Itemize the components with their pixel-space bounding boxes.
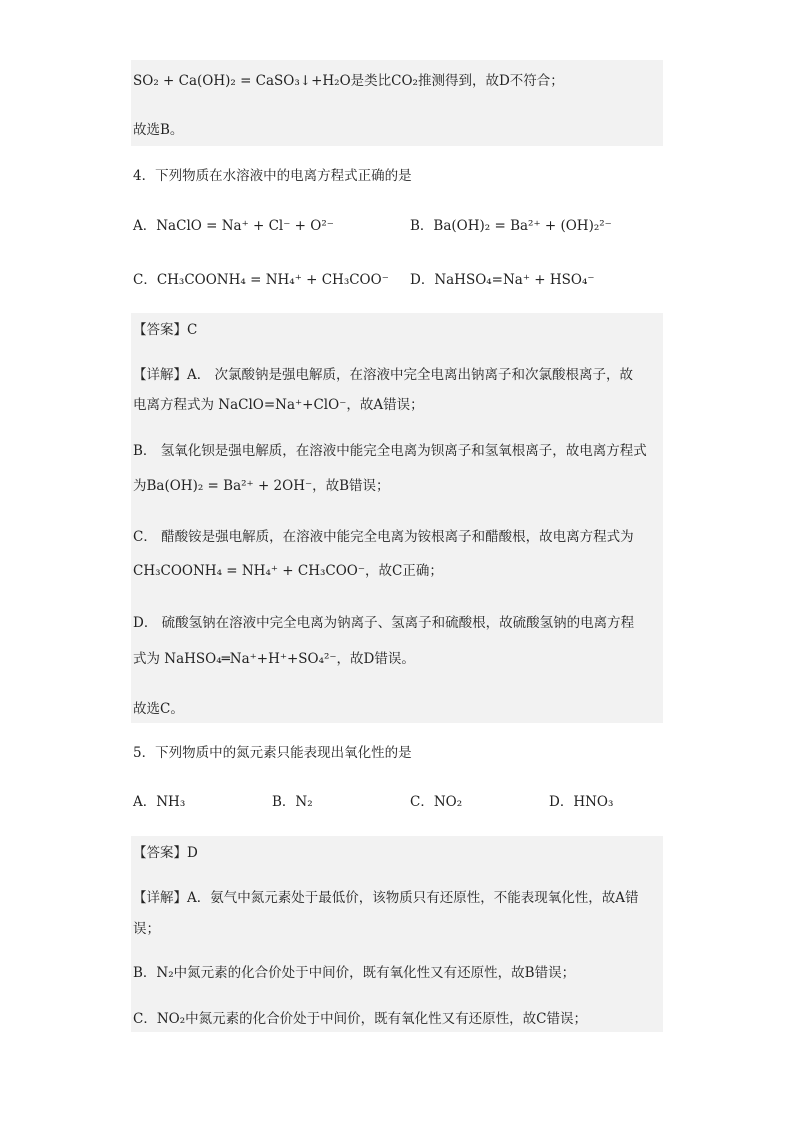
- q5-detail-a1: 【详解】A．氨气中氮元素处于最低价，该物质只有还原性，不能表现氧化性，故A错: [133, 890, 639, 906]
- solution-block-q5: [131, 836, 663, 1032]
- q4-option-d: D．NaHSO₄=Na⁺ + HSO₄⁻: [410, 272, 595, 288]
- prev-solution-line: SO₂ + Ca(OH)₂ = CaSO₃↓+H₂O是类比CO₂推测得到，故D不符合；: [133, 73, 564, 89]
- q5-option-c: C．NO₂: [410, 794, 463, 810]
- q5-detail-a2: 误；: [133, 921, 160, 937]
- q5-option-b: B．N₂: [272, 794, 313, 810]
- prev-conclusion: 故选B。: [133, 122, 184, 138]
- q4-detail-d2: 式为 NaHSO₄═Na⁺+H⁺+SO₄²⁻，故D错误。: [133, 651, 415, 667]
- q5-option-d: D．HNO₃: [549, 794, 614, 810]
- q5-detail-b: B．N₂中氮元素的化合价处于中间价，既有氧化性又有还原性，故B错误；: [133, 965, 576, 981]
- q5-option-a: A．NH₃: [133, 794, 186, 810]
- q4-detail-a1: 【详解】A． 次氯酸钠是强电解质，在溶液中完全电离出钠离子和次氯酸根离子，故: [133, 367, 634, 383]
- q4-detail-c1: C． 醋酸铵是强电解质，在溶液中能完全电离为铵根离子和醋酸根，故电离方程式为: [133, 529, 634, 545]
- q4-option-b: B．Ba(OH)₂ = Ba²⁺ + (OH)₂²⁻: [410, 218, 612, 234]
- q5-stem: 5．下列物质中的氮元素只能表现出氧化性的是: [133, 745, 412, 761]
- q4-answer: 【答案】C: [133, 322, 198, 338]
- q4-detail-c2: CH₃COONH₄ = NH₄⁺ + CH₃COO⁻，故C正确；: [133, 563, 443, 579]
- q4-stem: 4．下列物质在水溶液中的电离方程式正确的是: [133, 168, 412, 184]
- q4-detail-a2: 电离方程式为 NaClO=Na⁺+ClO⁻，故A错误；: [133, 397, 424, 413]
- q4-detail-b2: 为Ba(OH)₂ = Ba²⁺ + 2OH⁻，故B错误；: [133, 478, 390, 494]
- q4-option-c: C．CH₃COONH₄ = NH₄⁺ + CH₃COO⁻: [133, 272, 389, 288]
- q5-detail-c: C．NO₂中氮元素的化合价处于中间价，既有氧化性又有还原性，故C错误；: [133, 1011, 587, 1027]
- q4-conclusion: 故选C。: [133, 701, 184, 717]
- q4-detail-d1: D． 硫酸氢钠在溶液中完全电离为钠离子、氢离子和硫酸根，故硫酸氢钠的电离方程: [133, 615, 635, 631]
- q5-answer: 【答案】D: [133, 845, 198, 861]
- q4-detail-b1: B． 氢氧化钡是强电解质，在溶液中能完全电离为钡离子和氢氧根离子，故电离方程式: [133, 443, 647, 459]
- q4-option-a: A．NaClO = Na⁺ + Cl⁻ + O²⁻: [133, 218, 334, 234]
